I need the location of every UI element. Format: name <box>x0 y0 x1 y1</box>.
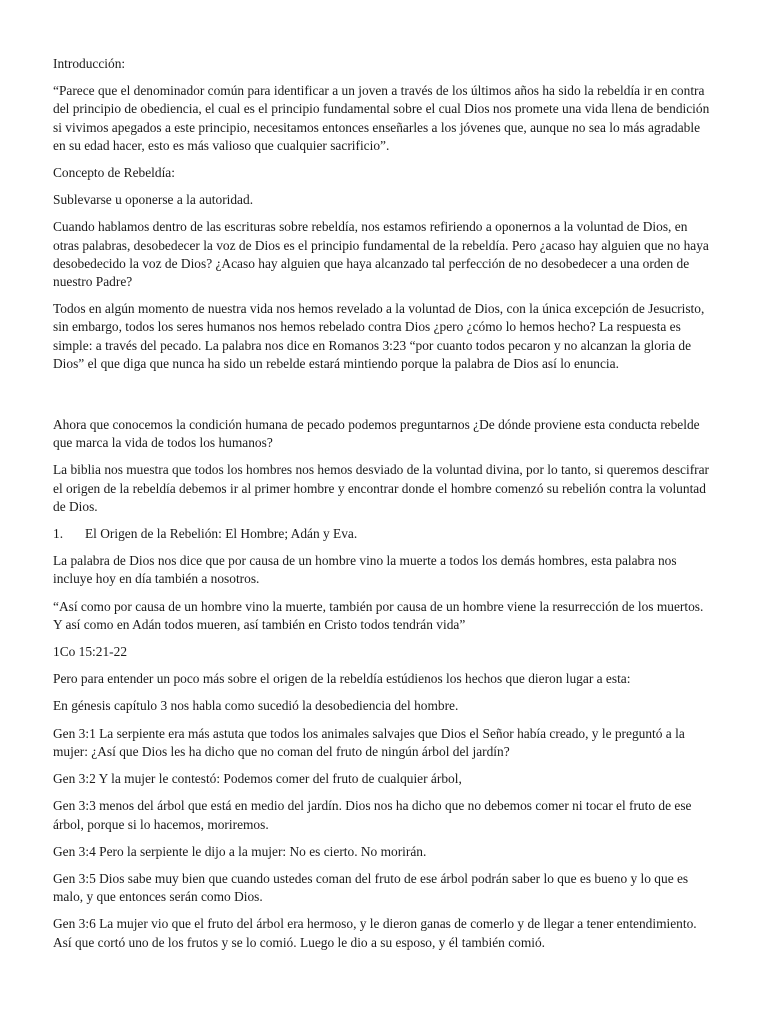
paragraph-understand: Pero para entender un poco más sobre el origen de la rebeldía estúdienos los hechos que dieron lugar a esta: <box>53 671 631 687</box>
blank-space <box>53 382 715 416</box>
section-number: 1. <box>53 526 64 542</box>
verse-gen-3-1: Gen 3:1 La serpiente era más astuta que todos los animales salvajes que Dios el Señor había creado, y le preguntó a la mujer: ¿Así que Dios les ha dicho que no coman del fruto de ningún árbol del jardín? <box>53 725 685 759</box>
verse-gen-3-4: Gen 3:4 Pero la serpiente le dijo a la mujer: No es cierto. No morirán. <box>53 843 427 859</box>
section-title: El Origen de la Rebelión: El Hombre; Adán y Eva. <box>85 526 358 542</box>
document-body <box>53 55 715 961</box>
verse-gen-3-6: Gen 3:6 La mujer vio que el fruto del árbol era hermoso, y le dieron ganas de comerlo y de llegar a tener entendimiento. Así que cortó uno de los frutos y se lo comió. Luego le dio a su esposo, y él también comió. <box>53 916 697 950</box>
paragraph-everyone: Todos en algún momento de nuestra vida nos hemos revelado a la voluntad de Dios, con la única excepción de Jesucristo, sin embargo, todos los seres humanos nos hemos rebelado contra Dios ¿pero ¿cómo lo hemos hecho? La respuesta es simple: a través del pecado. La palabra nos dice en Romanos 3:23 “por cuanto todos pecaron y no alcanzan la gloria de Dios” el que diga que nunca ha sido un rebelde estará mintiendo porque la palabra de Dios así lo enuncia. <box>53 301 705 371</box>
intro-quote: “Parece que el denominador común para identificar a un joven a través de los últimos años ha sido la rebeldía ir en contra del principio de obediencia, el cual es el principio fundamental sobre el cual Dios nos promete una vida llena de bendición si vivimos apegados a este principio, necesitamos entonces enseñarles a los jóvenes que, aunque no sea lo más agradable en su edad hacer, esto es más valioso que cualquier sacrificio”. <box>53 83 710 153</box>
section-heading <box>53 525 715 543</box>
verse-gen-3-2: Gen 3:2 Y la mujer le contestó: Podemos comer del fruto de cualquier árbol, <box>53 771 462 787</box>
concept-heading: Concepto de Rebeldía: <box>53 165 175 181</box>
paragraph-question: Ahora que conocemos la condición humana de pecado podemos preguntarnos ¿De dónde proviene esta conducta rebelde que marca la vida de todos los humanos? <box>53 417 700 451</box>
paragraph-scriptures: Cuando hablamos dentro de las escrituras sobre rebeldía, nos estamos refiriendo a oponernos a la voluntad de Dios, en otras palabras, desobedecer la voz de Dios es el principio fundamental de la rebeldía. Pero ¿acaso hay alguien que no haya desobedecido la voz de Dios? ¿Acaso hay alguien que haya alcanzado tal perfección de no desobedecer a una orden de nuestro Padre? <box>53 219 709 290</box>
paragraph-genesis: En génesis capítulo 3 nos habla como sucedió la desobediencia del hombre. <box>53 698 459 714</box>
concept-definition: Sublevarse u oponerse a la autoridad. <box>53 192 254 208</box>
verse-gen-3-5: Gen 3:5 Dios sabe muy bien que cuando ustedes coman del fruto de ese árbol podrán saber lo que es bueno y lo que es malo, y que entonces serán como Dios. <box>53 870 689 905</box>
quote-corinthians: “Así como por causa de un hombre vino la muerte, también por causa de un hombre viene la resurrección de los muertos. Y así como en Adán todos mueren, así también en Cristo todos tendrán vida” <box>53 598 704 632</box>
paragraph-word: La palabra de Dios nos dice que por causa de un hombre vino la muerte a todos los demás hombres, esta palabra nos incluye hoy en día también a nosotros. <box>53 553 677 587</box>
paragraph-bible: La biblia nos muestra que todos los hombres nos hemos desviado de la voluntad divina, por lo tanto, si queremos descifrar el origen de la rebeldía debemos ir al primer hombre y encontrar donde el hombre comenzó su rebelión contra la voluntad de Dios. <box>53 462 710 514</box>
verse-gen-3-3: Gen 3:3 menos del árbol que está en medio del jardín. Dios nos ha dicho que no debemos comer ni tocar el fruto de ese árbol, porque si lo hacemos, moriremos. <box>53 798 692 832</box>
reference-corinthians: 1Co 15:21-22 <box>53 644 128 660</box>
intro-heading: Introducción: <box>53 56 126 71</box>
